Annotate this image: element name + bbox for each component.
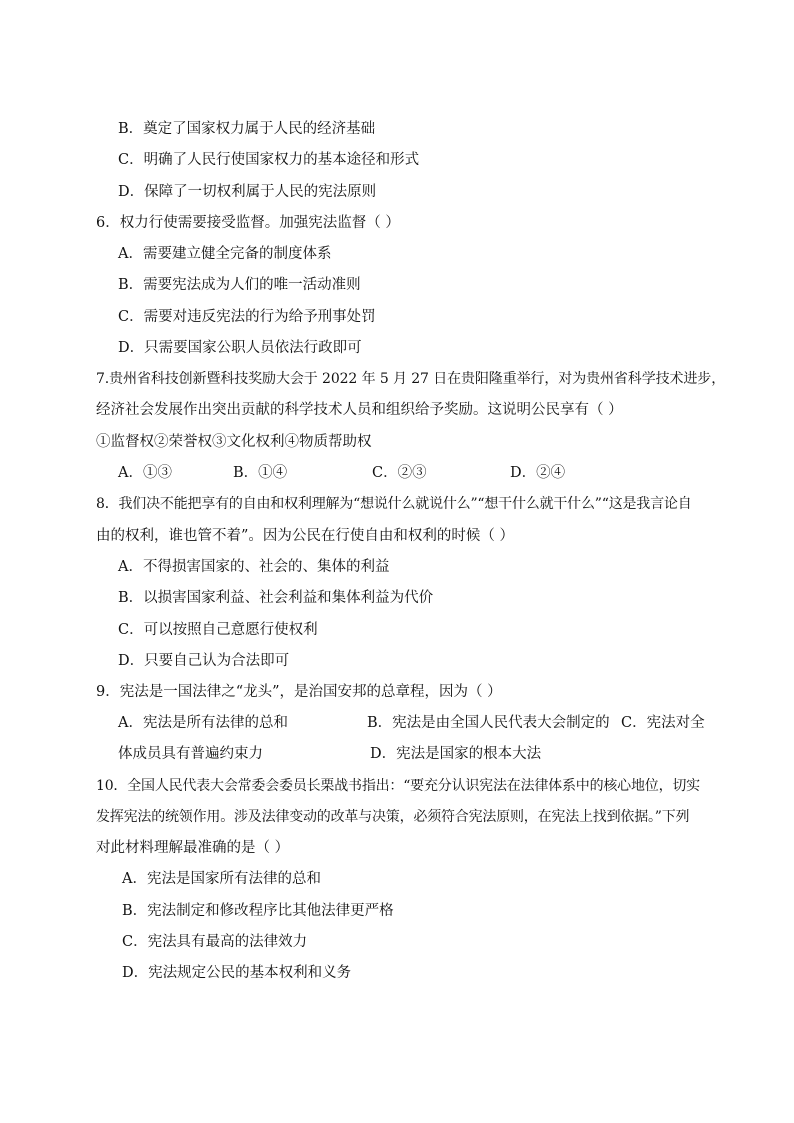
q8-option-d: D．只要自己认为合法即可	[118, 653, 290, 669]
q5-option-d: D．保障了一切权利属于人民的宪法原则	[118, 184, 377, 200]
q10-option-a: A．宪法是国家所有法律的总和	[122, 871, 321, 887]
q9-option-c-continued: 体成员具有普遍约束力	[118, 746, 263, 762]
q7-option-b: B．①④	[233, 465, 288, 481]
q8-option-c: C．可以按照自己意愿行使权利	[118, 622, 318, 638]
q6-option-a: A．需要建立健全完备的制度体系	[118, 246, 332, 262]
q7-option-d: D．②④	[510, 465, 566, 481]
q8-option-b: B．以损害国家利益、社会利益和集体利益为代价	[118, 590, 434, 606]
q10-option-b: B．宪法制定和修改程序比其他法律更严格	[122, 903, 394, 919]
q8-stem-line1: 8．我们决不能把享有的自由和权利理解为“想说什么就说什么”“想干什么就干什么”“这是我言论自	[96, 496, 692, 512]
q9-option-c: C．宪法对全	[621, 715, 705, 731]
q5-option-c: C．明确了人民行使国家权力的基本途径和形式	[118, 152, 420, 168]
q7-option-a: A．①③	[118, 465, 172, 481]
q6-option-d: D．只需要国家公职人员依法行政即可	[118, 340, 362, 356]
q6-stem: 6．权力行使需要接受监督。加强宪法监督（ ）	[96, 215, 400, 231]
q9-option-d: D．宪法是国家的根本大法	[370, 746, 542, 762]
q10-option-d: D．宪法规定公民的基本权利和义务	[122, 965, 352, 981]
q7-stem-line2: 经济社会发展作出突出贡献的科学技术人员和组织给予奖励。这说明公民享有（ ）	[96, 402, 623, 418]
q8-option-a: A．不得损害国家的、社会的、集体的利益	[118, 559, 390, 575]
q5-option-b: B．奠定了国家权力属于人民的经济基础	[118, 121, 376, 137]
q7-items: ①监督权②荣誉权③文化权利④物质帮助权	[96, 434, 372, 450]
q10-stem-line3: 对此材料理解最准确的是（ ）	[96, 840, 290, 856]
q10-stem-line2: 发挥宪法的统领作用。涉及法律变动的改革与决策，必须符合宪法原则，在宪法上找到依据。”下列	[96, 809, 690, 825]
q6-option-c: C．需要对违反宪法的行为给予刑事处罚	[118, 309, 376, 325]
q6-option-b: B．需要宪法成为人们的唯一活动准则	[118, 277, 361, 293]
q7-option-c: C．②③	[372, 465, 427, 481]
q10-stem-line1: 10．全国人民代表大会常委会委员长栗战书指出：“要充分认识宪法在法律体系中的核心地位，切实	[96, 778, 700, 794]
q10-option-c: C．宪法具有最高的法律效力	[122, 934, 308, 950]
q7-stem-line1: 7.贵州省科技创新暨科技奖励大会于 2022 年 5 月 27 日在贵阳隆重举行，对为贵州省科学技术进步，	[96, 371, 726, 387]
q9-option-b: B．宪法是由全国人民代表大会制定的	[367, 715, 610, 731]
q9-stem: 9．宪法是一国法律之“龙头”，是治国安邦的总章程，因为（ ）	[96, 684, 502, 700]
q8-stem-line2: 由的权利，谁也管不着”。因为公民在行使自由和权利的时候（ ）	[96, 528, 515, 544]
q9-option-a: A．宪法是所有法律的总和	[118, 715, 288, 731]
